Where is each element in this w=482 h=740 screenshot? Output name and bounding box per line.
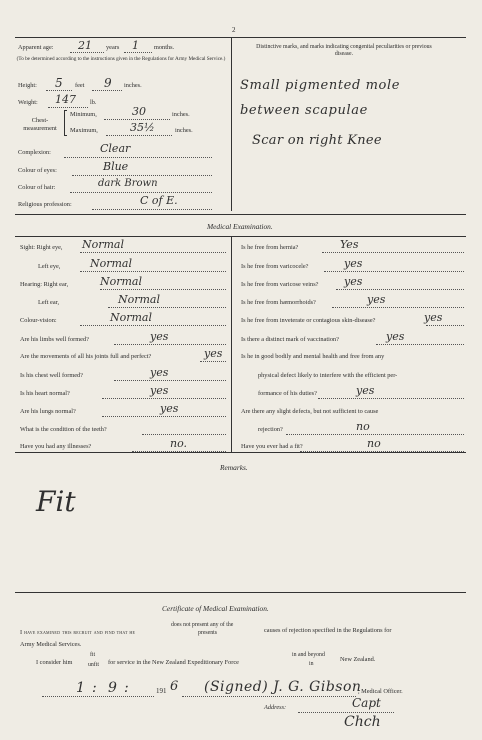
signature-line: [182, 696, 356, 697]
complexion-line: [64, 157, 212, 158]
chest-max-line: [106, 135, 172, 136]
medical-right-label: physical defect likely to interfere with the efficient per-: [258, 372, 398, 379]
medical-left-line: [114, 380, 226, 381]
medical-right-line: [336, 289, 464, 290]
marks-line-1: Small pigmented mole: [240, 78, 401, 93]
medical-left-label: Left ear,: [38, 299, 60, 306]
religion-value: C of E.: [140, 194, 178, 207]
medical-right-label: Is he free from inveterate or contagious skin-disease?: [241, 317, 376, 324]
weight-value: 147: [55, 93, 76, 106]
medical-right-line: [322, 252, 464, 253]
medical-left-value: Normal: [100, 275, 143, 288]
medical-left-label: Is his chest well formed?: [20, 372, 83, 379]
medical-right-value: no: [356, 420, 370, 433]
page-number: 2: [232, 26, 236, 34]
remarks-value: Fit: [36, 485, 76, 518]
lb-label: lb.: [90, 99, 97, 106]
medical-right-value: yes: [424, 311, 443, 324]
medical-right-line: [332, 307, 464, 308]
medical-right-value: yes: [344, 275, 363, 288]
cert-line3-a: I consider him: [36, 659, 73, 666]
medical-left-label: Are his limbs well formed?: [20, 336, 89, 343]
medical-right-label: Are there any slight defects, but not sufficient to cause: [241, 408, 379, 415]
medical-right-value: yes: [367, 293, 386, 306]
height-inches-line: [92, 90, 122, 91]
cert-unfit: unfit: [88, 662, 99, 668]
certificate-title: Certificate of Medical Examination.: [162, 604, 269, 613]
cert-line1-b: does not present any of the: [171, 622, 234, 628]
cert-line1-c: causes of rejection specified in the Regulations for: [264, 627, 392, 634]
medical-right-line: [376, 344, 464, 345]
eyes-line: [72, 175, 212, 176]
medical-right-line: [286, 434, 464, 435]
chest-min-line: [104, 119, 170, 120]
chest-brace: [64, 110, 67, 136]
remarks-bottom-rule: [15, 592, 466, 593]
medical-left-label: Colour-vision:: [20, 317, 57, 324]
date-year-suffix: 6: [170, 679, 179, 694]
marks-line-2: between scapulae: [240, 103, 368, 118]
medical-left-label: Are his lungs normal?: [20, 408, 76, 415]
medical-left-value: yes: [150, 330, 169, 343]
medical-right-label: Is he in good bodily and mental health and free from any: [241, 353, 385, 360]
cert-line3-c: New Zealand.: [340, 656, 376, 663]
chest-max-unit: inches.: [175, 127, 193, 134]
medical-left-line: [102, 398, 226, 399]
medical-left-label: Hearing: Right ear,: [20, 281, 69, 288]
height-feet-value: 5: [55, 76, 63, 90]
medical-left-value: yes: [150, 384, 169, 397]
weight-label: Weight:: [18, 99, 38, 106]
cert-in-beyond: in and beyond: [292, 652, 325, 658]
date-month: 9: [108, 680, 117, 696]
age-label: Apparent age:: [18, 44, 54, 51]
date-day: 1: [76, 680, 85, 696]
date-line: [42, 696, 154, 697]
medical-left-label: Left eye,: [38, 263, 61, 270]
medical-right-label: rejection?: [258, 426, 283, 433]
height-inches-value: 9: [104, 76, 112, 90]
age-years-value: 21: [78, 39, 92, 52]
medical-left-value: Normal: [118, 293, 161, 306]
medical-right-value: Yes: [340, 238, 359, 251]
years-label: years: [106, 44, 120, 51]
weight-line: [48, 107, 88, 108]
chest-min-unit: inches.: [172, 111, 190, 118]
medical-right-line: [318, 398, 464, 399]
medical-right-value: no: [367, 437, 381, 450]
medical-header-rule: [15, 236, 466, 237]
medical-left-value: yes: [204, 347, 223, 360]
medical-bottom-rule: [15, 452, 466, 453]
medical-left-value: no.: [170, 437, 188, 450]
medical-left-line: [108, 307, 226, 308]
cert-fit: fit: [90, 652, 96, 658]
medical-title: Medical Examination.: [207, 222, 273, 231]
medical-left-label: What is the condition of the teeth?: [20, 426, 107, 433]
medical-left-line: [114, 344, 226, 345]
medical-left-label: Have you had any illnesses?: [20, 443, 92, 450]
medical-officer-label: , Medical Officer.: [358, 688, 403, 695]
rank: Capt: [352, 696, 381, 710]
medical-left-value: yes: [160, 402, 179, 415]
marks-line-3: Scar on right Knee: [252, 133, 382, 148]
medical-left-line: [102, 416, 226, 417]
medical-right-line: [324, 271, 464, 272]
cert-line3-b: for service in the New Zealand Expeditionary Force: [108, 659, 239, 666]
minimum-label: Minimum,: [70, 111, 97, 118]
medical-left-line: [100, 289, 226, 290]
address-label: Address:: [264, 704, 287, 711]
date-year-prefix: 191: [156, 687, 167, 695]
cert-line1-b2: presents: [198, 630, 217, 636]
medical-top-rule: [15, 214, 466, 215]
medical-right-label: Is he free from varicocele?: [241, 263, 309, 270]
medical-right-value: yes: [386, 330, 405, 343]
top-rule: [15, 37, 466, 38]
maximum-label: Maximum,: [70, 127, 98, 134]
medical-right-value: yes: [356, 384, 375, 397]
chest-min-value: 30: [132, 105, 146, 118]
medical-divider: [231, 236, 232, 452]
medical-left-value: Normal: [82, 238, 125, 251]
cert-line2: Army Medical Services.: [20, 641, 82, 648]
medical-left-line: [200, 361, 226, 362]
medical-right-label: formance of his duties?: [258, 390, 317, 397]
date-sep-1: :: [92, 680, 97, 696]
top-divider: [231, 37, 232, 211]
medical-left-line: [142, 434, 226, 435]
complexion-label: Complexion:: [18, 149, 51, 156]
medical-left-line: [80, 325, 226, 326]
age-note: (To be determined according to the instructions given in the Regulations for Army Medical Service.): [16, 56, 226, 62]
medical-right-label: Is he free from hernia?: [241, 244, 299, 251]
medical-left-line: [80, 252, 226, 253]
cert-line1-a-text: I have examined this recruit and find that he: [20, 629, 136, 636]
medical-left-label: Is his heart normal?: [20, 390, 70, 397]
medical-left-value: yes: [150, 366, 169, 379]
hair-value: dark Brown: [98, 178, 158, 189]
cert-in: in: [309, 661, 314, 667]
height-feet-line: [46, 90, 72, 91]
religion-line: [92, 209, 212, 210]
chest-max-value: 35½: [130, 121, 155, 134]
medical-right-line: [426, 325, 464, 326]
address-value: Chch: [344, 714, 381, 730]
medical-left-label: Sight: Right eye,: [20, 244, 63, 251]
eyes-label: Colour of eyes:: [18, 167, 57, 174]
religion-label: Religious profession:: [18, 201, 72, 208]
height-label: Height:: [18, 82, 37, 89]
signature: (Signed) J. G. Gibson: [204, 679, 362, 695]
medical-left-value: Normal: [110, 311, 153, 324]
medical-right-label: Have you ever had a fit?: [241, 443, 303, 450]
eyes-value: Blue: [103, 160, 129, 173]
medical-right-label: Is he free from varicose veins?: [241, 281, 319, 288]
date-sep-2: :: [124, 680, 129, 696]
marks-header: Distinctive marks, and marks indicating congenital peculiarities or previous disease.: [256, 44, 432, 58]
chest-label: Chest-measurement: [23, 117, 57, 133]
medical-right-label: Is there a distinct mark of vaccination?: [241, 336, 339, 343]
medical-right-label: Is he free from hæmorrhoids?: [241, 299, 316, 306]
hair-label: Colour of hair:: [18, 184, 56, 191]
age-months-line: [124, 52, 152, 53]
months-label: months.: [154, 44, 175, 51]
age-years-line: [70, 52, 104, 53]
complexion-value: Clear: [100, 142, 131, 155]
cert-line1-a: [20, 630, 135, 636]
age-months-value: 1: [132, 39, 139, 52]
hair-line: [70, 192, 212, 193]
remarks-title: Remarks.: [220, 463, 248, 472]
medical-right-value: yes: [344, 257, 363, 270]
inches-label: inches.: [124, 82, 142, 89]
address-line: [298, 712, 394, 713]
medical-left-label: Are the movements of all his joints full and perfect?: [20, 353, 152, 360]
medical-left-value: Normal: [90, 257, 133, 270]
feet-label: feet: [75, 82, 85, 89]
medical-left-line: [80, 271, 226, 272]
